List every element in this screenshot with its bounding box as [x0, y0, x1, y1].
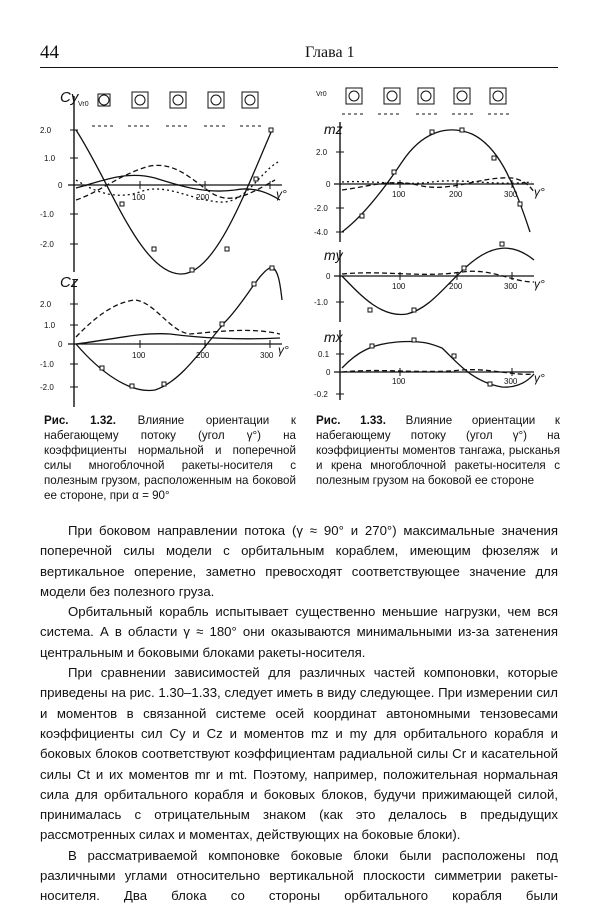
mz-markers	[360, 128, 522, 218]
top-ytick: -2.0	[40, 240, 54, 249]
top-plot-ylabel: Cy	[60, 89, 79, 106]
plot3-ytick: 0	[326, 368, 331, 377]
bottom-xtick: 300	[260, 351, 274, 360]
page-header	[40, 40, 558, 66]
top-xtick: 100	[132, 193, 146, 202]
legend-label: Vr0	[316, 91, 327, 98]
plot1-xtick: 300	[504, 190, 518, 199]
page-number: 44	[40, 42, 59, 63]
top-ytick: -1.0	[40, 210, 54, 219]
plot1-ytick: 2.0	[316, 148, 328, 157]
figure-1-32-plots	[40, 82, 300, 412]
figure-1-33	[312, 82, 562, 412]
plot1-ytick: -4.0	[314, 228, 328, 237]
top-ytick: 0	[58, 181, 63, 190]
bottom-ytick: -1.0	[40, 360, 54, 369]
chapter-title: Глава 1	[305, 44, 355, 61]
top-xtick: 200	[196, 193, 210, 202]
plot2-xtick: 200	[449, 282, 463, 291]
my-markers	[368, 242, 504, 312]
legend-label: Vr0	[78, 101, 89, 108]
body-text	[40, 521, 558, 907]
paragraph: При сравнении зависимостей для различных частей компоновки, которые приведены на рис. 1.30–1.33, следует иметь в виду следующее. При измерении сил и моментов в связанной системе осей координат автономными тензовесами коэффициенты сил Cy и Cz и моментов mz и my для орбитального корабля и боковых блоков соответствуют коэффициентам радиальной силы Cr и касательной силы Ct и их моментов mr и mt. Поэтому, например, положительная нормальная сила для орбитального корабля и боковых блоков, будучи прижимающей силой, принималась с отрицательным знаком (как это делалось в предыдущих рассмотренных силах и моментах, действующих на боковые блоки).	[40, 665, 558, 843]
figure-1-32	[40, 82, 300, 412]
plot1-ytick: 0	[326, 180, 331, 189]
top-xlabel: γ°	[276, 187, 287, 201]
bottom-xlabel: γ°	[278, 343, 289, 357]
bottom-xtick: 100	[132, 351, 146, 360]
bottom-ytick: -2.0	[40, 383, 54, 392]
plot1-xtick: 200	[449, 190, 463, 199]
paragraph: Орбитальный корабль испытывает существенно меньшие нагрузки, чем вся система. А в области γ ≈ 180° они оказываются минимальными из-за затенения центральным и боковыми блоками ракеты-носителя.	[40, 604, 558, 660]
bottom-ytick: 1.0	[44, 321, 56, 330]
plot1-ylabel: mz	[324, 121, 343, 137]
bottom-xtick: 200	[196, 351, 210, 360]
caption-label: Рис. 1.32.	[44, 414, 116, 427]
figure-1-33-plots	[312, 82, 562, 412]
plot2-xlabel: γ°	[534, 277, 545, 291]
bottom-ytick: 0	[58, 340, 63, 349]
caption-text: Влияние ориентации к набегающему потоку (угол γ°) на коэффициенты нормальной и поперечной силы многоблочной ракеты-носителя с полезным грузом, расположенным на боковой ее стороне, при α = 90°	[44, 414, 296, 502]
mx-markers	[370, 338, 492, 386]
plot2-ytick: -1.0	[314, 298, 328, 307]
top-ytick: 2.0	[40, 126, 52, 135]
cz-curves	[76, 267, 282, 390]
plot3-ytick: 0.1	[318, 350, 330, 359]
orientation-schematics-icon	[342, 88, 512, 114]
paragraph: При боковом направлении потока (γ ≈ 90° и 270°) максимальные значения поперечной силы модели с орбитальным кораблем, имеющим фюзеляж и вертикальное оперение, заметно превосходят соответствующее значение для модели без полезного груза.	[40, 523, 558, 599]
bottom-ytick: 2.0	[40, 300, 52, 309]
figure-1-33-caption	[316, 413, 560, 488]
plot3-xlabel: γ°	[534, 371, 545, 385]
plot1-xtick: 100	[392, 190, 406, 199]
plot2-xtick: 300	[504, 282, 518, 291]
plot3-ylabel: mx	[324, 329, 343, 345]
mz-curves	[342, 130, 534, 232]
plot3-ytick: -0.2	[314, 390, 328, 399]
paragraph: В рассматриваемой компоновке боковые блоки были расположены под различными углами относительно вертикальной плоскости симметрии ракеты-носителя. Два блока со стороны орбитального корабля были	[40, 847, 558, 904]
top-ytick: 1.0	[44, 154, 56, 163]
orientation-schematics-icon	[92, 92, 264, 126]
bottom-plot-ylabel: Cz	[60, 274, 79, 291]
plot1-xlabel: γ°	[534, 185, 545, 199]
caption-text: Влияние ориентации к набегающему потоку (угол γ°) на коэффициенты моментов тангажа, рысканья и крена многоблочной ракеты-носителя с полезным грузом на боковой ее стороне	[316, 414, 560, 487]
plot1-ytick: -2.0	[314, 204, 328, 213]
cz-markers	[100, 266, 274, 388]
plot2-ytick: 0	[326, 272, 331, 281]
plot3-xtick: 100	[392, 377, 406, 386]
plot3-xtick: 300	[504, 377, 518, 386]
cy-curves	[76, 130, 280, 274]
plot2-ylabel: my	[324, 247, 343, 263]
header-rule	[40, 67, 558, 68]
figure-1-32-caption	[44, 413, 296, 503]
caption-label: Рис. 1.33.	[316, 414, 386, 427]
plot2-xtick: 100	[392, 282, 406, 291]
